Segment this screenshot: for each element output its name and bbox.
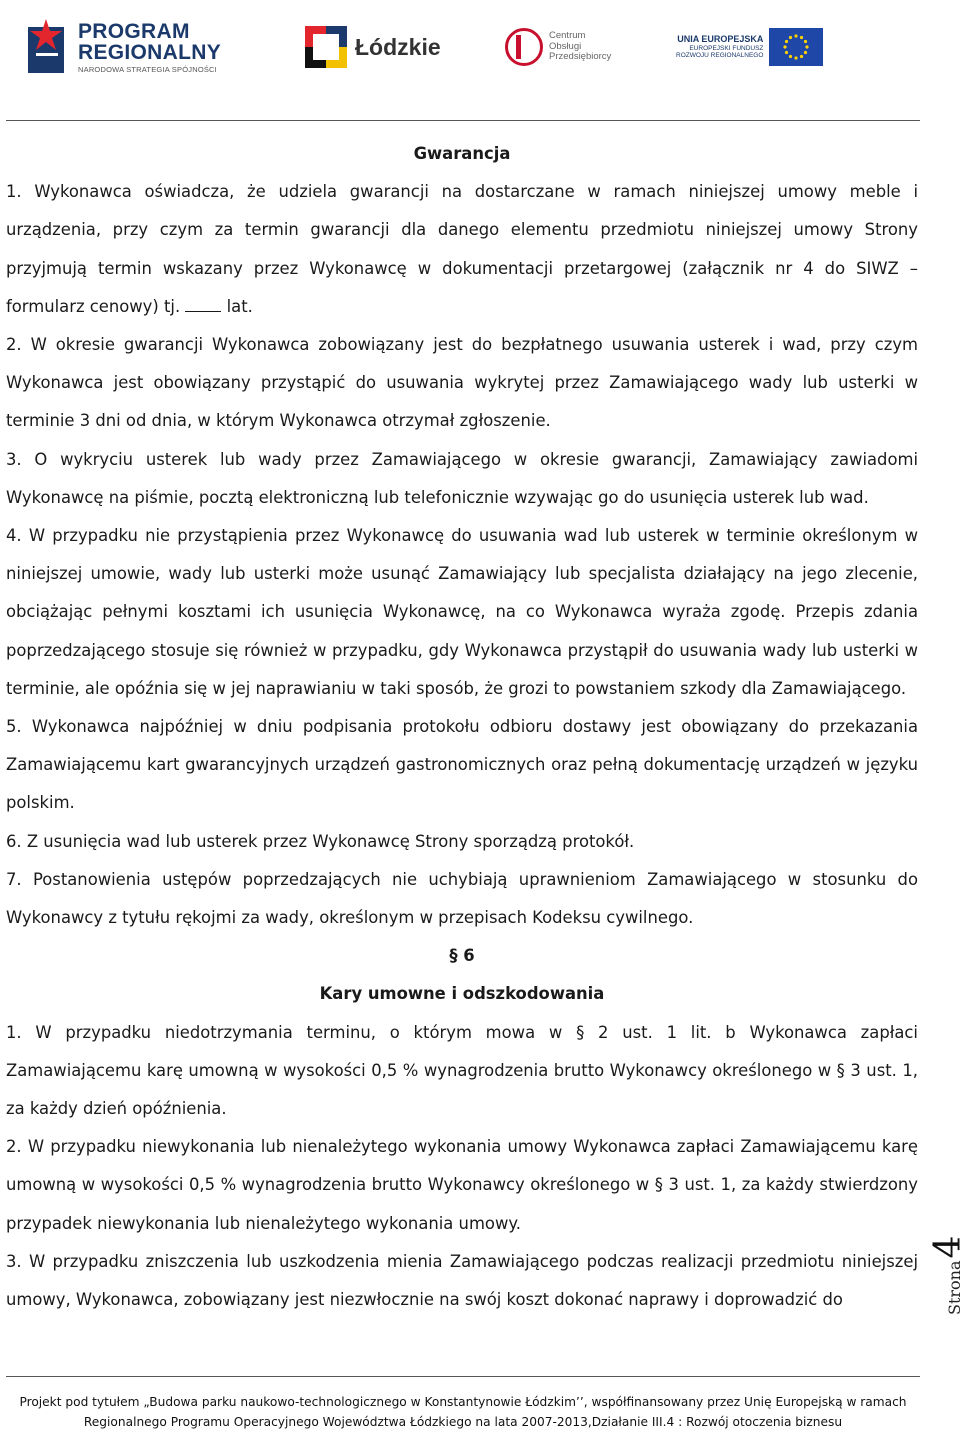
eu-text-1: UNIA EUROPEJSKA <box>677 34 764 45</box>
kary-paragraph-2: 2. W przypadku niewykonania lub nienależytego wykonania umowy Wykonawca zapłaci Zamawiającemu karę umowną w wysokości 0,5 % wynagrodzenia brutto Wykonawcy określonego w § 3 ust. 1, za każdy stwierdzony przypadek niewykonania lub nienależytego wykonania umowy. <box>6 1137 918 1233</box>
paragraph-6: 6. Z usunięcia wad lub usterek przez Wykonawcę Strony sporządzą protokół. <box>6 831 635 851</box>
logo-text-3: NARODOWA STRATEGIA SPÓJNOŚCI <box>78 64 217 74</box>
page-label-word: Strona <box>945 1260 964 1315</box>
cop-emblem-icon <box>505 28 543 66</box>
paragraph-2: 2. W okresie gwarancji Wykonawca zobowiązany jest do bezpłatnego usuwania usterek i wad, przy czym Wykonawca jest obowiązany przystąpić do usuwania wykrytej przez Zamawiającego wady lub usterki w terminie 3 dni od dnia, w którym Wykonawca otrzymał zgłoszenie. <box>6 335 918 431</box>
kary-paragraph-3: 3. W przypadku zniszczenia lub uszkodzenia mienia Zamawiającego podczas realizacji przedmiotu niniejszej umowy, Wykonawca, zobowiązany jest niezwłocznie na swój koszt dokonać naprawy i doprowadzić do <box>6 1251 918 1310</box>
document-body <box>6 135 918 1319</box>
footer <box>0 1392 926 1432</box>
header-logos <box>0 0 960 100</box>
lodzkie-logo <box>305 12 445 82</box>
lodzkie-emblem-icon <box>305 26 347 68</box>
paragraph-1-suffix: lat. <box>226 296 253 316</box>
footer-line-1: Projekt pod tytułem „Budowa parku naukowo-technologicznego w Konstantynowie Łódzkim’’, współfinansowany przez Unię Europejską w ramach <box>19 1395 907 1409</box>
footer-line-2: Regionalnego Programu Operacyjnego Województwa Łódzkiego na lata 2007-2013,Działanie III.4 : Rozwój otoczenia biznesu <box>83 1415 843 1429</box>
logo-text-2: REGIONALNY <box>78 40 222 64</box>
blank-field <box>185 310 221 312</box>
section-title-kary: Kary umowne i odszkodowania <box>319 984 605 1004</box>
cop-text-1: Centrum <box>549 29 586 41</box>
paragraph-1 <box>6 173 918 326</box>
cop-text-2: Obsługi <box>549 40 582 52</box>
paragraph-3: 3. O wykryciu usterek lub wady przez Zamawiającego w okresie gwarancji, Zamawiający zawiadomi Wykonawcę na piśmie, pocztą elektroniczną lub telefonicznie wzywając go do usunięcia usterek lub wad. <box>6 449 918 507</box>
eu-logo <box>676 12 836 82</box>
header-divider <box>6 120 920 121</box>
paragraph-5: 5. Wykonawca najpóźniej w dniu podpisania protokołu odbioru dostawy jest obowiązany do przekazania Zamawiającemu kart gwarancyjnych urządzeń gastronomicznych oraz pełną dokumentację urządzeń w języku polskim. <box>6 717 918 813</box>
footer-divider <box>6 1376 920 1377</box>
section-number: § 6 <box>449 946 475 966</box>
eu-text-3: ROZWOJU REGIONALNEGO <box>676 52 764 60</box>
kary-paragraph-1: 1. W przypadku niedotrzymania terminu, o którym mowa w § 2 ust. 1 lit. b Wykonawca zapłaci Zamawiającemu karę umowną w wysokości 0,5 % wynagrodzenia brutto Wykonawcy określonego w § 3 ust. 1, za każdy dzień opóźnienia. <box>6 1022 918 1119</box>
logo-text-1: PROGRAM <box>78 19 190 43</box>
page-number-label <box>928 1215 969 1315</box>
lodzkie-logo-text: Łódzkie <box>355 33 441 60</box>
program-regionalny-logo <box>28 12 238 82</box>
section-title-gwarancja: Gwarancja <box>413 144 511 163</box>
eu-text-2: EUROPEJSKI FUNDUSZ <box>689 44 764 52</box>
paragraph-1-text: 1. Wykonawca oświadcza, że udziela gwarancji na dostarczane w ramach niniejszej umowy meble i urządzenia, przy czym za termin gwarancji dla danego elementu przedmiotu niniejszej umowy Strony przyjmują termin wskazany przez Wykonawcę w dokumentacji przetargowej (załącznik nr 4 do SIWZ – formularz cenowy) tj. <box>6 182 918 316</box>
page-label-number: 4 <box>928 1235 969 1259</box>
eu-flag-icon <box>769 28 823 66</box>
cop-logo <box>505 12 615 82</box>
paragraph-4: 4. W przypadku nie przystąpienia przez Wykonawcę do usuwania wad lub usterek w terminie określonym w niniejszej umowie, wady lub usterki może usunąć Zamawiający lub specjalista działający na jego zlecenie, obciążając pełnymi kosztami ich usunięcia Wykonawcę, na co Wykonawca wyraża zgodę. Przepis zdania poprzedzającego stosuje się również w przypadku, gdy Wykonawca przystąpił do usuwania wady lub usterki w terminie, ale opóźnia się w jej naprawianiu w taki sposób, że grozi to powstaniem szkody dla Zamawiającego. <box>6 526 918 698</box>
star-logo-icon <box>28 19 72 75</box>
paragraph-7: 7. Postanowienia ustępów poprzedzających nie uchybiają uprawnieniom Zamawiającego w stosunku do Wykonawcy z tytułu rękojmi za wady, określonym w przepisach Kodeksu cywilnego. <box>6 869 918 928</box>
cop-text-3: Przedsiębiorcy <box>549 51 612 63</box>
